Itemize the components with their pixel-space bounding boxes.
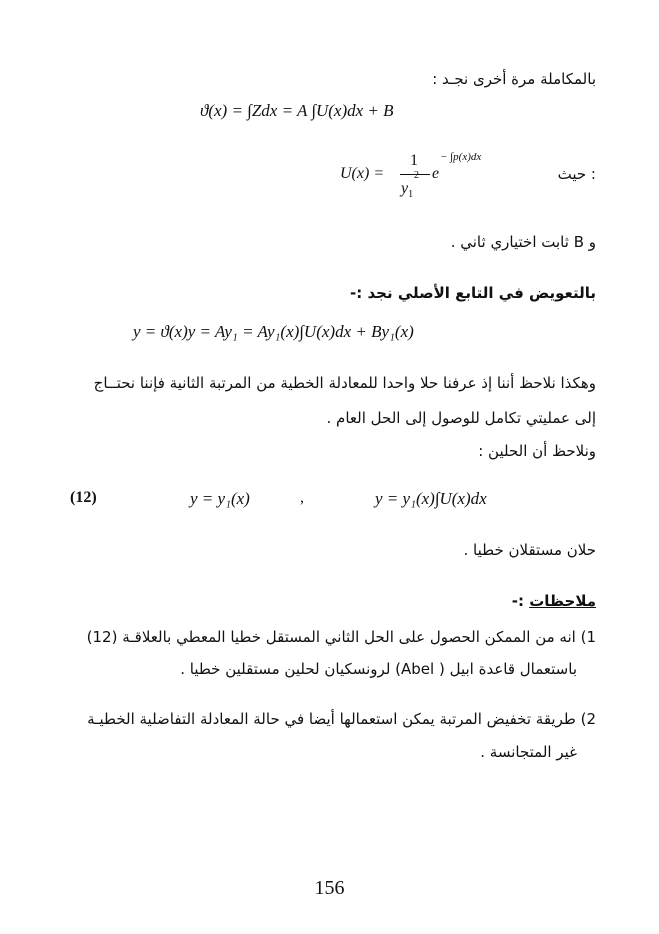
page-number: 156: [314, 877, 345, 899]
equation-u-den-power: 2: [414, 170, 419, 181]
equation-solution-1: y = y₁(x): [190, 489, 250, 508]
equation-label: (12): [70, 489, 97, 506]
text-substitution: بالتعويض في التابع الأصلي نجد :-: [350, 284, 596, 302]
equation-theta: ϑ(x) = ∫Zdx = A ∫U(x)dx + B: [200, 101, 394, 120]
notes-heading-label: ملاحظات: [529, 592, 596, 610]
text-integrate-again: بالمكاملة مرة أخرى نجـد :: [432, 70, 596, 88]
note-1-line-2: باستعمال قاعدة ابيل ( Abel) لرونسكيان لحلين مستقلين خطيا .: [180, 660, 577, 678]
equation-u-exp-base: e: [432, 165, 440, 182]
note-1-line-1: 1) انه من الممكن الحصول على الحل الثاني المستقل خطيا المعطي بالعلاقـة (12): [86, 628, 596, 646]
equation-y-general: y = ϑ(x)y = Ay₁ = Ay₁(x)∫U(x)dx + By₁(x): [133, 322, 414, 341]
u-den-base: y: [401, 180, 409, 197]
equation-comma: ,: [300, 489, 304, 506]
equation-solution-2: y = y₁(x)∫U(x)dx: [375, 489, 487, 508]
equation-u-numerator: 1: [410, 152, 418, 169]
paragraph-line-1: وهكذا نلاحظ أننا إذ عرفنا حلا واحدا للمعادلة الخطية من المرتبة الثانية فإننا نحتــاج: [93, 374, 596, 392]
text-b-constant: و B ثابت اختياري ثاني .: [450, 233, 596, 251]
notes-heading: [512, 592, 596, 610]
text-where: : حيث: [557, 165, 596, 183]
u-den-sub: 1: [408, 189, 414, 200]
note-2-line-2: غير المتجانسة .: [480, 743, 577, 761]
equation-u-denominator: [401, 180, 413, 200]
note-2-line-1: 2) طريقة تخفيض المرتبة يمكن استعمالها أيضا في حالة المعادلة التفاضلية الخطيـة: [87, 710, 596, 728]
text-notice-two-solutions: ونلاحظ أن الحلين :: [478, 442, 596, 460]
paragraph-line-2: إلى عمليتي تكامل للوصول إلى الحل العام .: [326, 409, 596, 427]
notes-heading-suffix: :-: [511, 592, 530, 610]
equation-u-left: U(x) =: [340, 165, 385, 182]
equation-u-exponent: − ∫p(x)dx: [440, 151, 482, 163]
text-linearly-independent: حلان مستقلان خطيا .: [463, 541, 596, 559]
